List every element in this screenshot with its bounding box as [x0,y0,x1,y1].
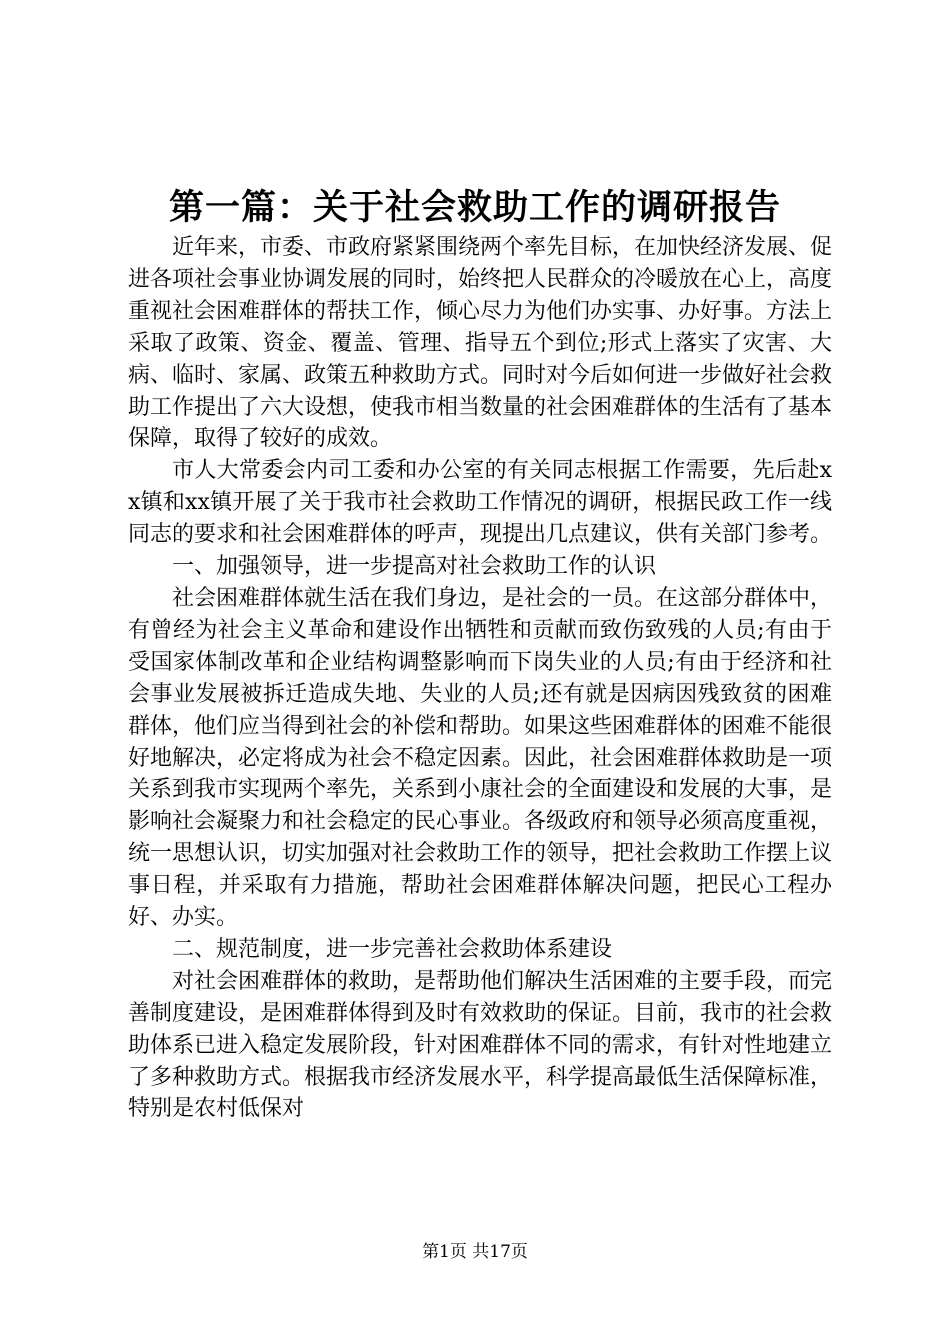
section-heading-1: 一、加强领导，进一步提高对社会救助工作的认识 [172,554,657,580]
paragraph-survey: 市人大常委会内司工委和办公室的有关同志根据工作需要，先后赴xx镇和xx镇开展了关于我市社会救助工作情况的调研，根据民政工作一线同志的要求和社会困难群体的呼声，现提出几点建议，供有关部门参考。 [128,458,833,548]
page-number-footer: 第1页 共17页 [422,1242,528,1262]
paragraph-section-2: 对社会困难群体的救助，是帮助他们解决生活困难的主要手段，而完善制度建设，是困难群体得到及时有效救助的保证。目前，我市的社会救助体系已进入稳定发展阶段，针对困难群体不同的需求，有针对性地建立了多种救助方式。根据我市经济发展水平，科学提高最低生活保障标准，特别是农村低保对 [128,968,833,1122]
document-body [128,232,832,1125]
paragraph-intro: 近年来，市委、市政府紧紧围绕两个率先目标，在加快经济发展、促进各项社会事业协调发展的同时，始终把人民群众的冷暖放在心上，高度重视社会困难群体的帮扶工作，倾心尽力为他们办实事、办好事。方法上采取了政策、资金、覆盖、管理、指导五个到位;形式上落实了灾害、大病、临时、家属、政策五种救助方式。同时对今后如何进一步做好社会救助工作提出了六大设想，使我市相当数量的社会困难群体的生活有了基本保障，取得了较好的成效。 [128,235,833,452]
section-heading-2: 二、规范制度，进一步完善社会救助体系建设 [172,936,613,962]
document-title: 第一篇：关于社会救助工作的调研报告 [168,187,781,228]
paragraph-section-1: 社会困难群体就生活在我们身边，是社会的一员。在这部分群体中，有曾经为社会主义革命和建设作出牺牲和贡献而致伤致残的人员;有由于受国家体制改革和企业结构调整影响而下岗失业的人员;有由于经济和社会事业发展被拆迁造成失地、失业的人员;还有就是因病因残致贫的困难群体，他们应当得到社会的补偿和帮助。如果这些困难群体的困难不能很好地解决，必定将成为社会不稳定因素。因此，社会困难群体救助是一项关系到我市实现两个率先，关系到小康社会的全面建设和发展的大事，是影响社会凝聚力和社会稳定的民心事业。各级政府和领导必须高度重视，统一思想认识，切实加强对社会救助工作的领导，把社会救助工作摆上议事日程，并采取有力措施，帮助社会困难群体解决问题，把民心工程办好、办实。 [128,585,833,931]
